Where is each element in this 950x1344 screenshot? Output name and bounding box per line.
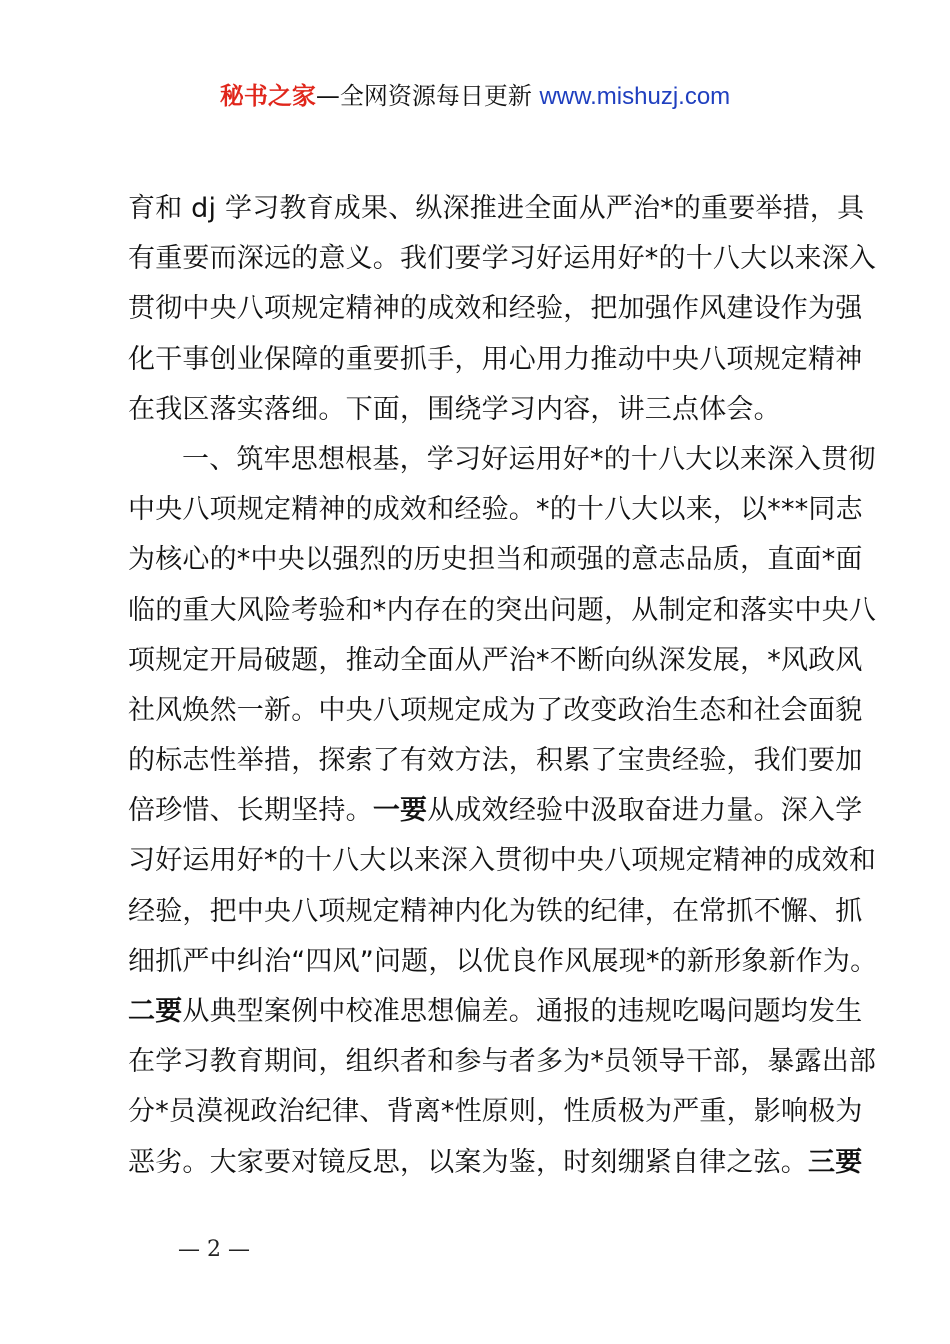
page-header xyxy=(0,78,950,115)
text-segment: 从典型案例中校准思想偏差。通报的违规吃喝问题均发生 xyxy=(182,996,863,1027)
text-line: 贯彻中央八项规定精神的成效和经验，把加强作风建设作为强 xyxy=(128,293,863,325)
text-line: 细抓严中纠治“四风”问题，以优良作风展现*的新形象新作为。 xyxy=(128,945,878,977)
text-segment: 恶劣。大家要对镜反思，以案为鉴，时刻绷紧自律之弦。 xyxy=(128,1146,808,1178)
text-line: 经验，把中央八项规定精神内化为铁的纪律，在常抓不懈、抓 xyxy=(128,895,863,927)
text-line: 育和 dj 学习教育成果、纵深推进全面从严治*的重要举措，具 xyxy=(128,193,865,224)
text-line xyxy=(128,1138,863,1188)
text-line: 化干事创业保障的重要抓手，用心用力推动中央八项规定精神 xyxy=(128,343,863,375)
bold-keyword: 三要 xyxy=(808,1146,863,1178)
text-line: 有重要而深远的意义。我们要学习好运用好*的十八大以来深入 xyxy=(128,243,877,275)
text-line: 分*员漠视政治纪律、背离*性原则，性质极为严重，影响极为 xyxy=(128,1096,863,1128)
text-line: 习好运用好*的十八大以来深入贯彻中央八项规定精神的成效和 xyxy=(128,845,877,877)
section-heading-line: 一、筑牢思想根基，学习好运用好*的十八大以来深入贯彻 xyxy=(182,443,876,475)
text-segment: 从成效经验中汲取奋进力量。深入学 xyxy=(427,795,863,827)
text-segment: 倍珍惜、长期坚持。 xyxy=(128,795,373,827)
header-tagline: —全网资源每日更新 xyxy=(315,82,540,110)
brand-name: 秘书之家 xyxy=(219,82,316,110)
website-url[interactable]: www.mishuzj.com xyxy=(539,83,731,110)
text-line: 项规定开局破题，推动全面从严治*不断向纵深发展，*风政风 xyxy=(128,644,863,676)
text-line xyxy=(128,987,863,1037)
bold-keyword: 二要 xyxy=(128,996,183,1027)
text-line: 在学习教育期间，组织者和参与者多为*员领导干部，暴露出部 xyxy=(128,1046,877,1078)
text-line xyxy=(128,786,863,836)
text-line: 为核心的*中央以强烈的历史担当和顽强的意志品质，直面*面 xyxy=(128,544,863,576)
bold-keyword: 一要 xyxy=(372,795,428,827)
text-line: 在我区落实落细。下面，围绕学习内容，讲三点体会。 xyxy=(128,393,781,425)
text-line: 社风焕然一新。中央八项规定成为了改变政治生态和社会面貌 xyxy=(128,694,863,726)
text-line: 的标志性举措，探索了有效方法，积累了宝贵经验，我们要加 xyxy=(128,745,863,777)
document-body xyxy=(128,184,878,1188)
page-number: — 2 — xyxy=(178,1237,250,1262)
text-line: 中央八项规定精神的成效和经验。*的十八大以来，以***同志 xyxy=(128,494,863,526)
text-line: 临的重大风险考验和*内存在的突出问题，从制定和落实中央八 xyxy=(128,594,877,626)
